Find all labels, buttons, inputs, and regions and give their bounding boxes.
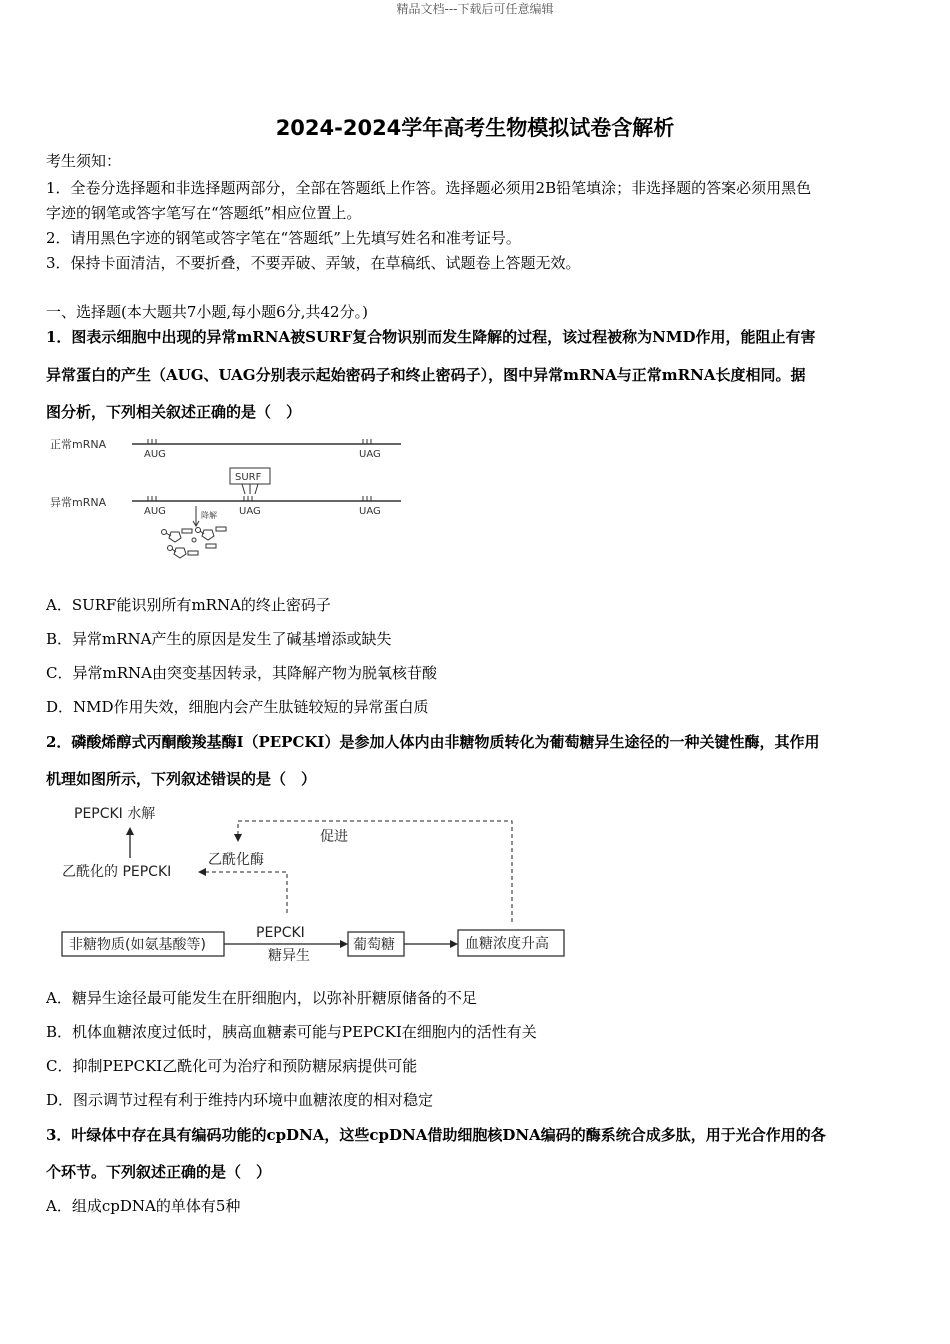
notice-item-3: 3．保持卡面清洁，不要折叠，不要弄破、弄皱，在草稿纸、试题卷上答题无效。 xyxy=(46,254,581,272)
normal-mrna-label: 正常mRNA xyxy=(50,438,107,451)
q2-stem-line-2: 机理如图所示，下列叙述错误的是（ ） xyxy=(46,770,317,788)
pepcki-enzyme-label: PEPCKI xyxy=(256,925,305,941)
q1-option-c: C．异常mRNA由突变基因转录，其降解产物为脱氧核苷酸 xyxy=(46,664,437,682)
acetylase-label: 乙酰化酶 xyxy=(208,852,264,868)
notice-heading: 考生须知： xyxy=(46,152,122,170)
exam-title: 2024-2024学年高考生物模拟试卷含解析 xyxy=(275,116,675,140)
surf-binding-marks xyxy=(242,484,258,494)
pepcki-hydrolysis-label: PEPCKI 水解 xyxy=(74,806,156,822)
q2-option-b: B．机体血糖浓度过低时，胰高血糖素可能与PEPCKI在细胞内的活性有关 xyxy=(46,1023,537,1041)
notice-item-1-line-1: 1．全卷分选择题和非选择题两部分，全部在答题纸上作答。选择题必须用2B铅笔填涂；非选择题的答案必须用黑色 xyxy=(46,179,812,197)
q1-mrna-figure xyxy=(46,428,416,568)
section-heading: 一、选择题(本大题共7小题,每小题6分,共42分。) xyxy=(46,303,368,321)
nonsugar-label: 非糖物质(如氨基酸等) xyxy=(69,937,206,953)
abnormal-uag-mid-label: UAG xyxy=(239,506,261,517)
glucose-label: 葡萄糖 xyxy=(353,937,395,953)
degrade-label: 降解 xyxy=(201,511,217,520)
q1-option-a: A．SURF能识别所有mRNA的终止密码子 xyxy=(46,596,331,614)
q2-option-c: C．抑制PEPCKI乙酰化可为治疗和预防糖尿病提供可能 xyxy=(46,1057,418,1075)
promote-feedback-line xyxy=(238,821,512,922)
q2-option-d: D．图示调节过程有利于维持内环境中血糖浓度的相对稳定 xyxy=(46,1091,434,1109)
q2-stem-line-1: 2．磷酸烯醇式丙酮酸羧基酶Ⅰ（PEPCKI）是参加人体内由非糖物质转化为葡萄糖异生途径的一种关键性酶，其作用 xyxy=(46,733,820,751)
q2-pepcki-diagram xyxy=(56,796,576,968)
q1-stem-line-1: 1．图表示细胞中出现的异常mRNA被SURF复合物识别而发生降解的过程，该过程被称为NMD作用，能阻止有害 xyxy=(46,328,816,346)
gluconeogenesis-label: 糖异生 xyxy=(268,948,310,964)
q1-stem-line-2: 异常蛋白的产生（AUG、UAG分别表示起始密码子和终止密码子），图中异常mRNA与正常mRNA长度相同。据 xyxy=(46,366,806,384)
notice-item-2: 2．请用黑色字迹的钢笔或答字笔在“答题纸”上先填写姓名和准考证号。 xyxy=(46,229,521,247)
nucleotide-fragments-icon xyxy=(162,527,227,558)
q1-option-b: B．异常mRNA产生的原因是发生了碱基增添或缺失 xyxy=(46,630,392,648)
q1-option-d: D．NMD作用失效，细胞内会产生肽链较短的异常蛋白质 xyxy=(46,698,429,716)
abnormal-aug-label: AUG xyxy=(144,506,166,517)
normal-uag-label: UAG xyxy=(359,449,381,460)
header-note: 精品文档---下载后可任意编辑 xyxy=(396,2,554,16)
q3-option-a: A．组成cpDNA的单体有5种 xyxy=(46,1197,241,1215)
abnormal-mrna-label: 异常mRNA xyxy=(50,496,107,509)
q1-stem-line-3: 图分析，下列相关叙述正确的是（ ） xyxy=(46,403,302,421)
abnormal-uag-end-label: UAG xyxy=(359,506,381,517)
promote-label: 促进 xyxy=(320,829,348,845)
surf-label: SURF xyxy=(235,472,262,483)
q3-stem-line-1: 3．叶绿体中存在具有编码功能的cpDNA，这些cpDNA借助细胞核DNA编码的酶系统合成多肽，用于光合作用的各 xyxy=(46,1126,826,1144)
acetylated-pepcki-label: 乙酰化的 PEPCKI xyxy=(62,864,172,880)
acetylation-dashed-line xyxy=(206,872,287,913)
notice-item-1-line-2: 字迹的钢笔或答字笔写在“答题纸”相应位置上。 xyxy=(46,204,362,222)
blood-sugar-label: 血糖浓度升高 xyxy=(465,936,549,952)
q3-stem-line-2: 个环节。下列叙述正确的是（ ） xyxy=(46,1163,272,1181)
q2-option-a: A．糖异生途径最可能发生在肝细胞内，以弥补肝糖原储备的不足 xyxy=(46,989,477,1007)
normal-aug-label: AUG xyxy=(144,449,166,460)
